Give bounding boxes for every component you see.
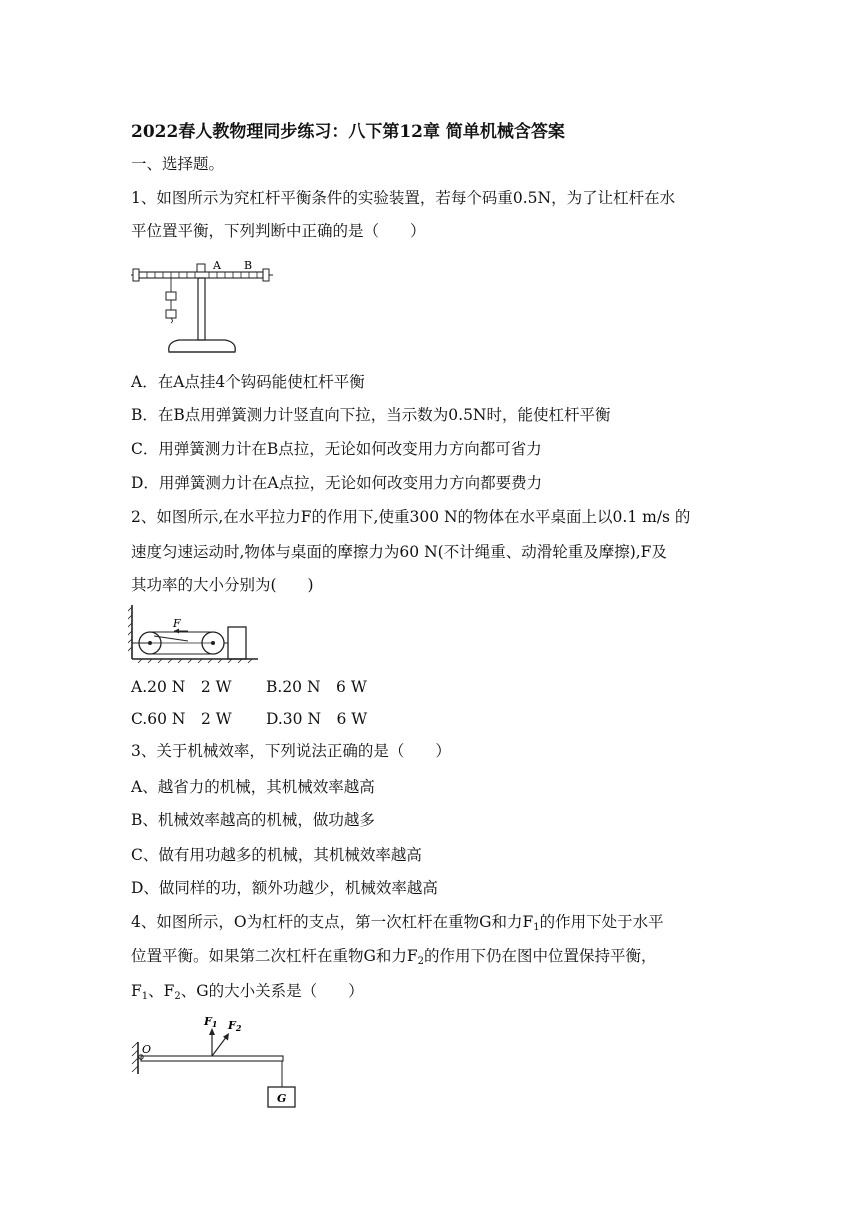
q4-stem-line-1: 4、如图所示，O为杠杆的支点，第一次杠杆在重物G和力$F_1$的作用下处于水平 — [131, 913, 664, 933]
q2-stem-line-1: 2、如图所示,在水平拉力F的作用下,使重300 N的物体在水平桌面上以0.1 m/s 的 — [131, 508, 691, 526]
q3-option-c: C、做有用功越多的机械，其机械效率越高 — [131, 846, 422, 864]
q4-lever-figure — [128, 1010, 298, 1115]
q2-option-c: C.60 N 2 W — [131, 710, 232, 728]
q2-options-row-2 — [131, 708, 367, 730]
q1-option-a: A．在A点挂4个钩码能使杠杆平衡 — [131, 373, 365, 391]
q2-stem-line-3: 其功率的大小分别为( ) — [131, 576, 314, 594]
q2-options-row-1 — [131, 676, 367, 698]
q1-label-a: A — [213, 259, 221, 272]
q2-option-d: D.30 N 6 W — [266, 710, 368, 728]
page-title: 2022春人教物理同步练习：八下第12章 简单机械含答案 — [131, 122, 565, 142]
q1-option-c: C．用弹簧测力计在B点拉，无论如何改变用力方向都可省力 — [131, 440, 542, 458]
q4-label-f1: F1 — [204, 1015, 218, 1029]
q2-stem-line-2: 速度匀速运动时,物体与桌面的摩擦力为60 N(不计绳重、动滑轮重及摩擦),F及 — [131, 543, 667, 561]
section-heading: 一、选择题。 — [131, 155, 225, 173]
q4-stem-line-3: $F_1$、$F_2$、G的大小关系是（ ） — [131, 982, 364, 1002]
q4-label-o: O — [142, 1043, 152, 1056]
q3-stem: 3、关于机械效率，下列说法正确的是（ ） — [131, 742, 451, 760]
q3-option-d: D、做同样的功，额外功越少，机械效率越高 — [131, 879, 438, 897]
q1-stem-line-1: 1、如图所示为究杠杆平衡条件的实验装置，若每个码重0.5N，为了让杠杆在水 — [131, 189, 676, 207]
q2-label-f: F — [173, 617, 181, 630]
q2-option-b: B.20 N 6 W — [266, 678, 367, 696]
q3-option-b: B、机械效率越高的机械，做功越多 — [131, 811, 375, 829]
q1-stem-line-2: 平位置平衡，下列判断中正确的是（ ） — [131, 222, 426, 240]
q4-label-f2: F2 — [228, 1019, 242, 1033]
q1-option-b: B．在B点用弹簧测力计竖直向下拉，当示数为0.5N时，能使杠杆平衡 — [131, 406, 611, 424]
q2-option-a: A.20 N 2 W — [131, 678, 232, 696]
q1-option-d: D．用弹簧测力计在A点拉，无论如何改变用力方向都要费力 — [131, 474, 543, 492]
q1-label-b: B — [244, 259, 253, 272]
q1-lever-figure — [131, 256, 276, 356]
q4-label-g: G — [277, 1092, 287, 1105]
q2-pulley-figure — [128, 603, 263, 663]
q3-option-a: A、越省力的机械，其机械效率越高 — [131, 778, 375, 796]
q4-stem-line-2: 位置平衡。如果第二次杠杆在重物G和力$F_2$的作用下仍在图中位置保持平衡， — [131, 947, 657, 967]
